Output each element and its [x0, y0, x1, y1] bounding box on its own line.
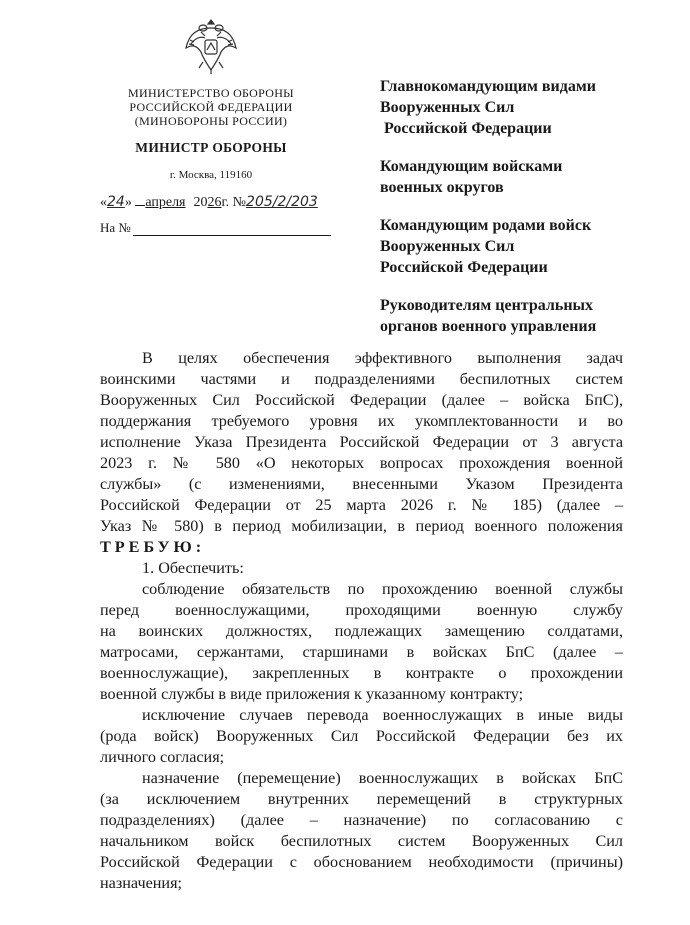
letterhead: [96, 10, 326, 181]
addressees: [380, 76, 670, 354]
document-number: 205/2/203: [246, 194, 318, 210]
trebuyu-word: ТРЕБУЮ: [100, 538, 196, 556]
text-line: перед военнослужащими, проходящими военную службу: [100, 601, 623, 619]
addressee-line: военных округов: [380, 179, 504, 196]
intro-paragraph: [100, 348, 623, 537]
text-line: Вооруженных Сил Российской Федерации (далее – войска БпС),: [100, 391, 623, 409]
addressee-line: Российской Федерации: [380, 259, 548, 276]
text-line: исключение случаев перевода военнослужащих в иные виды: [142, 706, 623, 724]
reference-line: [100, 220, 331, 236]
addressee-line: Вооруженных Сил: [380, 99, 515, 116]
text-line: поддержания требуемого уровня их укомплектованности и во: [100, 412, 623, 430]
text-line: личного согласия;: [100, 748, 225, 766]
addressee-line: Руководителям центральных: [380, 297, 594, 314]
reference-label: На №: [100, 220, 131, 235]
text-line: подразделениях) (далее – назначение) по согласованию с: [100, 811, 623, 829]
ministry-name: [96, 86, 326, 128]
text-line: исполнение Указа Президента Российской Федерации от 3 августа: [100, 433, 623, 451]
date-month: апреля: [145, 195, 186, 210]
date-year-suffix: 26: [207, 195, 222, 210]
paragraph: [100, 579, 623, 705]
trebuyu-line: [100, 537, 623, 558]
addressee: [380, 215, 670, 278]
text-line: (за исключением внутренних перемещений в структурных: [100, 790, 623, 808]
text-line: матросами, сержантами, старшинами в войсках БпС (далее –: [100, 643, 623, 661]
text-line: военнослужащие), закрепленных в контракте о прохождении: [100, 664, 623, 682]
text-line: (рода войск) Вооруженных Сил Российской Федерации без их: [100, 727, 623, 745]
ministry-line: МИНИСТЕРСТВО ОБОРОНЫ: [128, 86, 294, 100]
addressee: [380, 76, 670, 139]
text-line: Российской Федерации с обоснованием необходимости (причины): [100, 853, 623, 871]
date-number-line: [100, 194, 318, 211]
number-prefix: г. №: [221, 195, 247, 210]
trebuyu-colon: :: [195, 538, 202, 556]
date-year-prefix: 20: [193, 195, 208, 210]
ministry-line: (МИНОБОРОНЫ РОССИИ): [134, 114, 288, 128]
addressee-line: Командующим войсками: [380, 158, 563, 175]
text-line: Указ № 580) в период мобилизации, в период военного положения: [100, 517, 623, 535]
text-line: 2023 г. № 580 «О некоторых вопросах прохождения военной: [100, 454, 623, 472]
addressee-line: органов военного управления: [380, 318, 597, 335]
quote-open: «: [100, 195, 107, 210]
text-line: службы» (с изменениями, внесенными Указом Президента: [100, 475, 623, 493]
date-day: 24: [107, 194, 125, 210]
paragraph: [100, 705, 623, 768]
addressee-line: Главнокомандующим видами: [380, 78, 596, 95]
quote-close: »: [124, 195, 132, 210]
addressee-line: Вооруженных Сил: [380, 238, 515, 255]
text-line: соблюдение обязательств по прохождению военной службы: [142, 580, 623, 598]
city-address: г. Москва, 119160: [169, 169, 253, 181]
reference-blank: [133, 224, 331, 236]
text-line: назначение (перемещение) военнослужащих в войсках БпС: [142, 769, 623, 787]
coat-of-arms-icon: [183, 14, 239, 76]
ministry-line: РОССИЙСКОЙ ФЕДЕРАЦИИ: [129, 100, 293, 114]
text-line: военной службы в виде приложения к указанному контракту;: [100, 685, 524, 703]
text-line: Российской Федерации от 25 марта 2026 г. № 185) (далее –: [100, 496, 623, 514]
paragraph: [100, 768, 623, 894]
text-line: воинскими частями и подразделениями беспилотных систем: [100, 370, 623, 388]
addressee: [380, 295, 670, 337]
text-line: на воинских должностях, подлежащих замещению солдатами,: [100, 622, 623, 640]
text-line: В целях обеспечения эффективного выполнения задач: [142, 349, 623, 367]
addressee-line: Российской Федерации: [380, 120, 552, 137]
addressee-line: Командующим родами войск: [380, 217, 592, 234]
item-heading: 1. Обеспечить:: [142, 559, 244, 577]
text-line: начальником войск беспилотных систем Вооруженных Сил: [100, 832, 623, 850]
minister-title: МИНИСТР ОБОРОНЫ: [135, 140, 287, 155]
addressee: [380, 156, 670, 198]
text-line: назначения;: [100, 874, 183, 892]
document-body: [100, 348, 623, 894]
